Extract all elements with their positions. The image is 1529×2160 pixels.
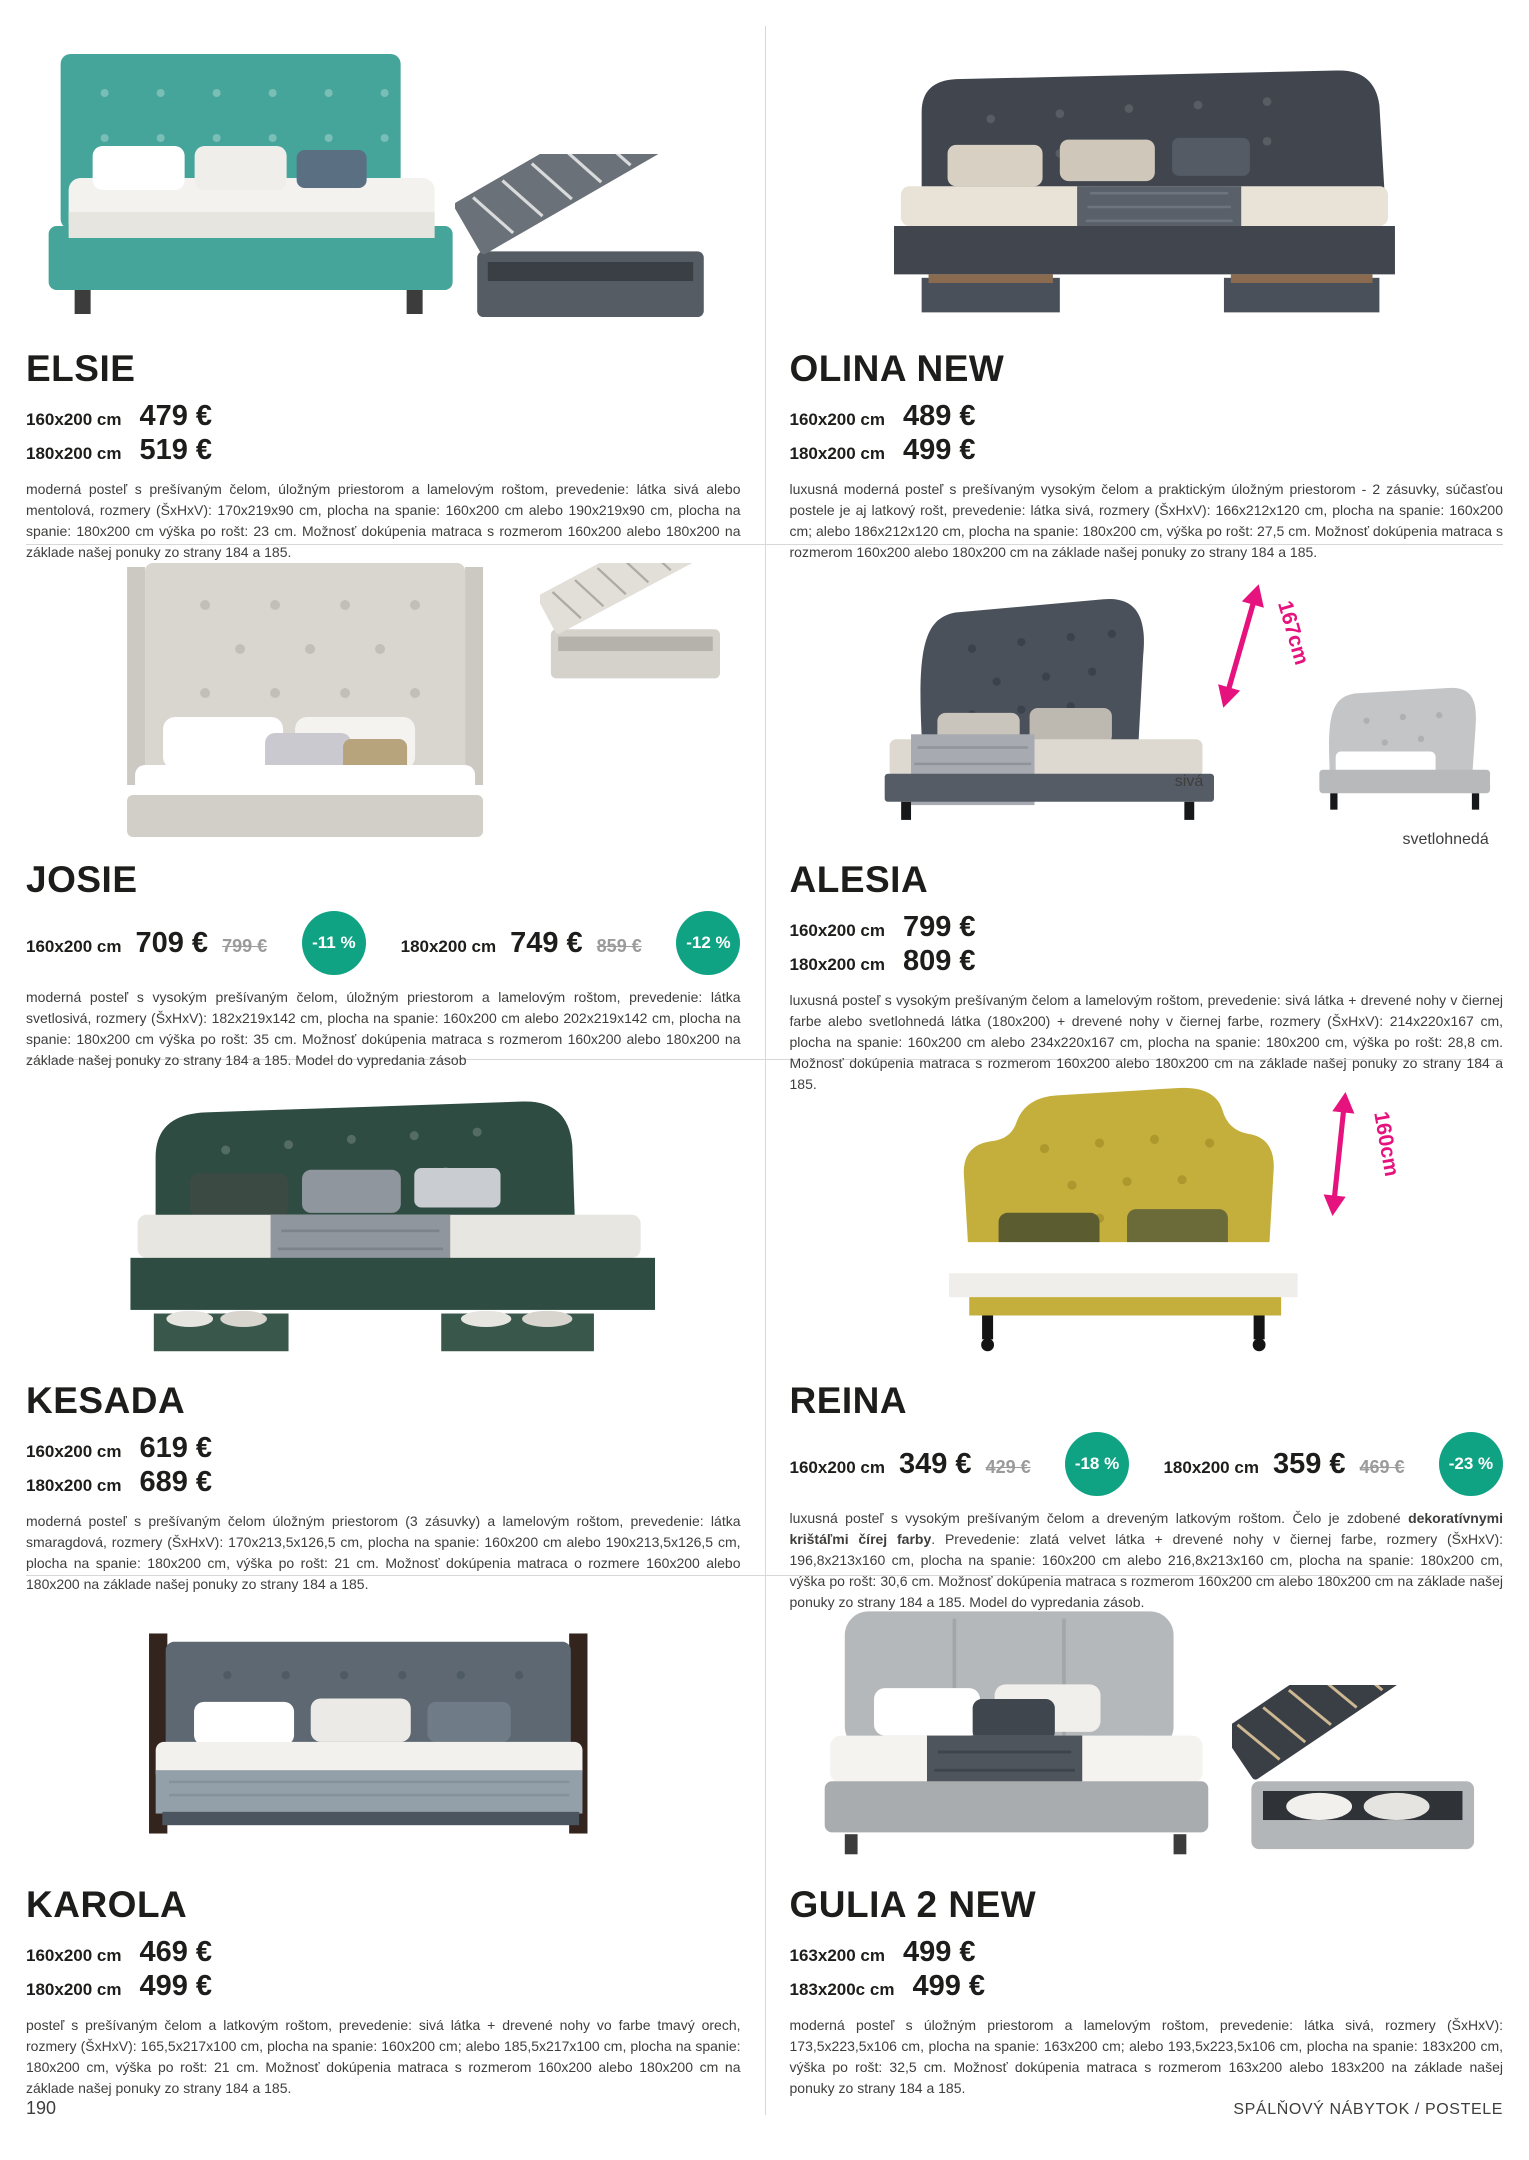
product-title: OLINA NEW [789, 348, 1005, 389]
size-label: 180x200 cm [26, 1980, 122, 1999]
price-value: 519 € [139, 434, 213, 466]
price-block [26, 400, 741, 467]
price-block [26, 1936, 741, 2003]
product-title: KESADA [26, 1380, 186, 1421]
size-label: 160x200 cm [26, 410, 122, 429]
price-line [790, 434, 1504, 467]
price-line [1163, 1448, 1404, 1481]
price-block [790, 1432, 1504, 1496]
size-label: 160x200 cm [26, 1946, 122, 1965]
product-title: ELSIE [26, 348, 136, 389]
price-value: 489 € [902, 400, 976, 432]
price-value: 689 € [139, 1466, 213, 1498]
product-photo-elsie [26, 38, 741, 338]
product-card-josie [26, 545, 765, 1111]
price-line [401, 927, 642, 960]
bed-illustration-karola [69, 1588, 669, 1874]
price-value: 499 € [139, 1970, 213, 2002]
product-title: ALESIA [789, 859, 929, 900]
price-value: 799 € [902, 911, 976, 943]
price-value: 469 € [139, 1936, 213, 1968]
product-description: moderná posteľ s úložným priestorom a lamelovým roštom, prevedenie: látka sivá, rozmery (ŠxHxV): 173,5x223,5x106 cm, plocha na spanie: 163x200 cm; alebo 193,5x223,5x106 cm, plocha na spanie: 183x200 cm, výška po rošt: 32,5 cm. Možnosť dokúpenia matraca s rozmerom 163x200 alebo 183x200 na základe našej ponuky zo strany 184 a 185. [789, 2017, 1503, 2096]
product-title: JOSIE [26, 859, 138, 900]
price-line [790, 1936, 1504, 1969]
price-line [790, 400, 1504, 433]
price-value: 359 € [1272, 1447, 1346, 1480]
product-description: luxusná moderná posteľ s prešívaným vysokým čelom a praktickým úložným priestorom - 2 zásuvky, súčasťou postele je aj latkový rošt, prevedenie: látka sivá, rozmery (ŠxHxV): 166x212x120 cm, plocha na spanie: 160x200 cm; alebo 186x212x120 cm, plocha na spanie: 180x200 cm, výška po rošt: 27,5 cm. Možnosť dokúpenia matraca s rozmerom 160x200 alebo 180x200 cm na základe našej ponuky zo strany 184 a 185. [789, 481, 1503, 560]
size-label: 180x200 cm [789, 955, 885, 974]
bed-illustration-kesada [55, 1072, 684, 1370]
variant-label-svetlohneda: svetlohnedá [1402, 831, 1489, 848]
product-photo-kesada [26, 1072, 741, 1370]
product-card-reina [765, 1060, 1504, 1629]
product-description: moderná posteľ s prešívaným čelom úložným priestorom (3 zásuvky) a lamelovým roštom, prevedenie: látka smaragdová, rozmery (ŠxHxV): 170x213,5x126,5 cm, plocha na spanie: 160x200 cm alebo 190x213,5x126,5 cm, plocha na spanie: 180x200 cm, výška po rošt: 21 cm. Možnosť dokúpenia matraca o rozmere 160x200 alebo 180x200 na základe našej ponuky zo strany 184 a 185. [26, 1513, 741, 1592]
old-price: 429 € [985, 1456, 1031, 1477]
old-price: 799 € [222, 935, 268, 956]
product-title: KAROLA [26, 1884, 188, 1925]
product-card-elsie [26, 26, 765, 579]
discount-badge: -23 % [1439, 1432, 1503, 1496]
size-label: 160x200 cm [789, 921, 885, 940]
price-line [26, 400, 741, 433]
price-line [790, 1970, 1504, 2003]
bed-illustration-alesia [832, 557, 1260, 849]
price-block [26, 1432, 741, 1499]
product-description: moderná posteľ s vysokým prešívaným čelom, úložným priestorom a lamelovým roštom, prevedenie: látka svetlosivá, rozmery (ŠxHxV): 182x219x142 cm, plocha na spanie: 160x200 cm alebo 202x219x142 cm, plocha na spanie: 180x200 cm výška po rošt: 35 cm. Možnosť dokúpenia matraca s rozmerom 160x200 alebo 180x200 na základe našej ponuky zo strany 184 a 185. Model do vypredania zásob [26, 989, 741, 1068]
price-line [26, 1466, 741, 1499]
size-label: 180x200 cm [26, 444, 122, 463]
price-block [790, 911, 1504, 978]
product-photo-reina [790, 1072, 1504, 1370]
page-number: 190 [26, 2098, 57, 2118]
price-line [790, 1448, 1031, 1481]
bed-illustration-alesia-variant [1303, 674, 1503, 820]
product-card-olina-new [765, 26, 1504, 579]
price-line [790, 911, 1504, 944]
price-value: 349 € [898, 1447, 972, 1480]
size-label: 180x200 cm [789, 444, 885, 463]
price-line [790, 945, 1504, 978]
old-price: 469 € [1359, 1456, 1405, 1477]
page-footer [26, 2098, 1503, 2119]
price-value: 709 € [135, 926, 209, 959]
product-card-karola [26, 1576, 765, 2115]
price-block [26, 911, 741, 975]
product-card-alesia [765, 545, 1504, 1111]
product-photo-karola [26, 1588, 741, 1874]
catalog-grid [26, 26, 1503, 2096]
storage-box-illustration-josie [540, 563, 740, 697]
product-description: moderná posteľ s prešívaným čelom, úložným priestorom a lamelovým roštom, prevedenie: látka sivá alebo mentolová, rozmery (ŠxHxV): 170x219x90 cm, plocha na spanie: 160x200 cm alebo 190x219x90 cm, plocha na spanie: 180x200 cm výška po rošt: 23 cm. Možnosť dokúpenia matraca s rozmerom 160x200 alebo 180x200 na základe našej ponuky zo strany 184 a 185. [26, 481, 741, 560]
size-label: 180x200 cm [26, 1476, 122, 1495]
size-label: 160x200 cm [26, 1442, 122, 1461]
description-text: . Prevedenie: zlatá velvet látka + drevené nohy v čiernej farbe, rozmery (ŠxHxV): 196,8x213x160 cm, plocha na spanie: 160x200 cm alebo 216,8x213x160 cm, plocha na spanie: 180x200 cm, výška po rošt: 30,6 cm. Možnosť dokúpenia matraca s rozmerom 160x200 cm alebo 180x200 cm na základe našej ponuky zo strany 184 a 185. Model do vypredania zásob. [789, 1531, 1503, 1610]
product-card-kesada [26, 1060, 765, 1629]
size-label: 183x200c cm [789, 1980, 895, 1999]
price-value: 499 € [902, 1936, 976, 1968]
bed-illustration-gulia-2-new [790, 1588, 1247, 1874]
price-value: 809 € [902, 945, 976, 977]
size-label: 180x200 cm [1163, 1457, 1259, 1477]
bed-illustration-elsie [26, 38, 483, 338]
section-label: SPÁLŇOVÝ NÁBYTOK / POSTELE [1233, 2101, 1503, 2118]
dimension-annotation: 160cm [1369, 1109, 1404, 1178]
dimension-annotation: 167cm [1273, 598, 1314, 668]
product-title: REINA [789, 1380, 908, 1421]
storage-box-illustration-elsie [455, 154, 741, 334]
product-photo-josie [26, 557, 741, 849]
product-description: posteľ s prešívaným čelom a latkovým roštom, prevedenie: sivá látka + drevené nohy vo farbe tmavý orech, rozmery (ŠxHxV): 165,5x217x100 cm, plocha na spanie: 160x200 cm; alebo 185,5x217x100 cm, plocha na spanie: 180x200 cm, výška po rošt: 21 cm. Možnosť dokúpenia matraca s rozmerom 160x200 alebo 180x200 cm na základe našej ponuky zo strany 184 a 185. [26, 2017, 741, 2096]
price-line [26, 1970, 741, 2003]
bed-illustration-reina [861, 1072, 1375, 1370]
product-description: luxusná posteľ s vysokým prešívaným čelom a lamelovým roštom, prevedenie: sivá látka + drevené nohy v čiernej farbe alebo svetlohnedá látka (180x200) + drevené nohy v čiernej farbe, rozmery (ŠxHxV): 214x220x167 cm, plocha na spanie: 160x200 cm alebo 234x220x167 cm, plocha na spanie: 180x200 cm, výška po rošt: 28,8 cm. Možnosť dokúpenia matraca s rozmerom 160x200 alebo 180x200 cm na základe našej ponuky zo strany 184 a 185. [789, 992, 1503, 1092]
size-label: 180x200 cm [400, 936, 497, 956]
price-value: 619 € [139, 1432, 213, 1464]
product-title: GULIA 2 NEW [789, 1884, 1037, 1925]
price-line [26, 1936, 741, 1969]
discount-badge: -12 % [676, 911, 740, 975]
price-block [790, 400, 1504, 467]
size-label: 160x200 cm [789, 410, 885, 429]
size-label: 160x200 cm [789, 1457, 885, 1477]
size-label: 160x200 cm [26, 936, 122, 956]
product-photo-alesia [790, 557, 1504, 849]
bed-illustration-olina-new [818, 38, 1474, 338]
price-value: 749 € [510, 926, 583, 959]
price-value: 499 € [912, 1970, 986, 2002]
price-value: 479 € [139, 400, 213, 432]
old-price: 859 € [596, 935, 642, 956]
bed-illustration-josie [55, 557, 555, 849]
product-card-gulia-2-new [765, 1576, 1504, 2115]
size-label: 163x200 cm [789, 1946, 885, 1965]
price-line [26, 927, 267, 960]
price-line [26, 434, 741, 467]
storage-box-illustration-gulia [1232, 1685, 1503, 1874]
discount-badge: -11 % [302, 911, 366, 975]
price-line [26, 1432, 741, 1465]
product-photo-gulia-2-new [790, 1588, 1504, 1874]
description-bold-text: dekoratívnymi krištáľmi čírej farby [789, 1510, 1503, 1547]
description-text: luxusná posteľ s vysokým prešívaným čelom a dreveným latkovým roštom. Čelo je zdobené [789, 1510, 1409, 1526]
price-block [790, 1936, 1504, 2003]
variant-label-siva: sivá [1174, 772, 1204, 790]
price-value: 499 € [902, 434, 976, 466]
discount-badge: -18 % [1065, 1432, 1129, 1496]
product-photo-olina-new [790, 38, 1504, 338]
